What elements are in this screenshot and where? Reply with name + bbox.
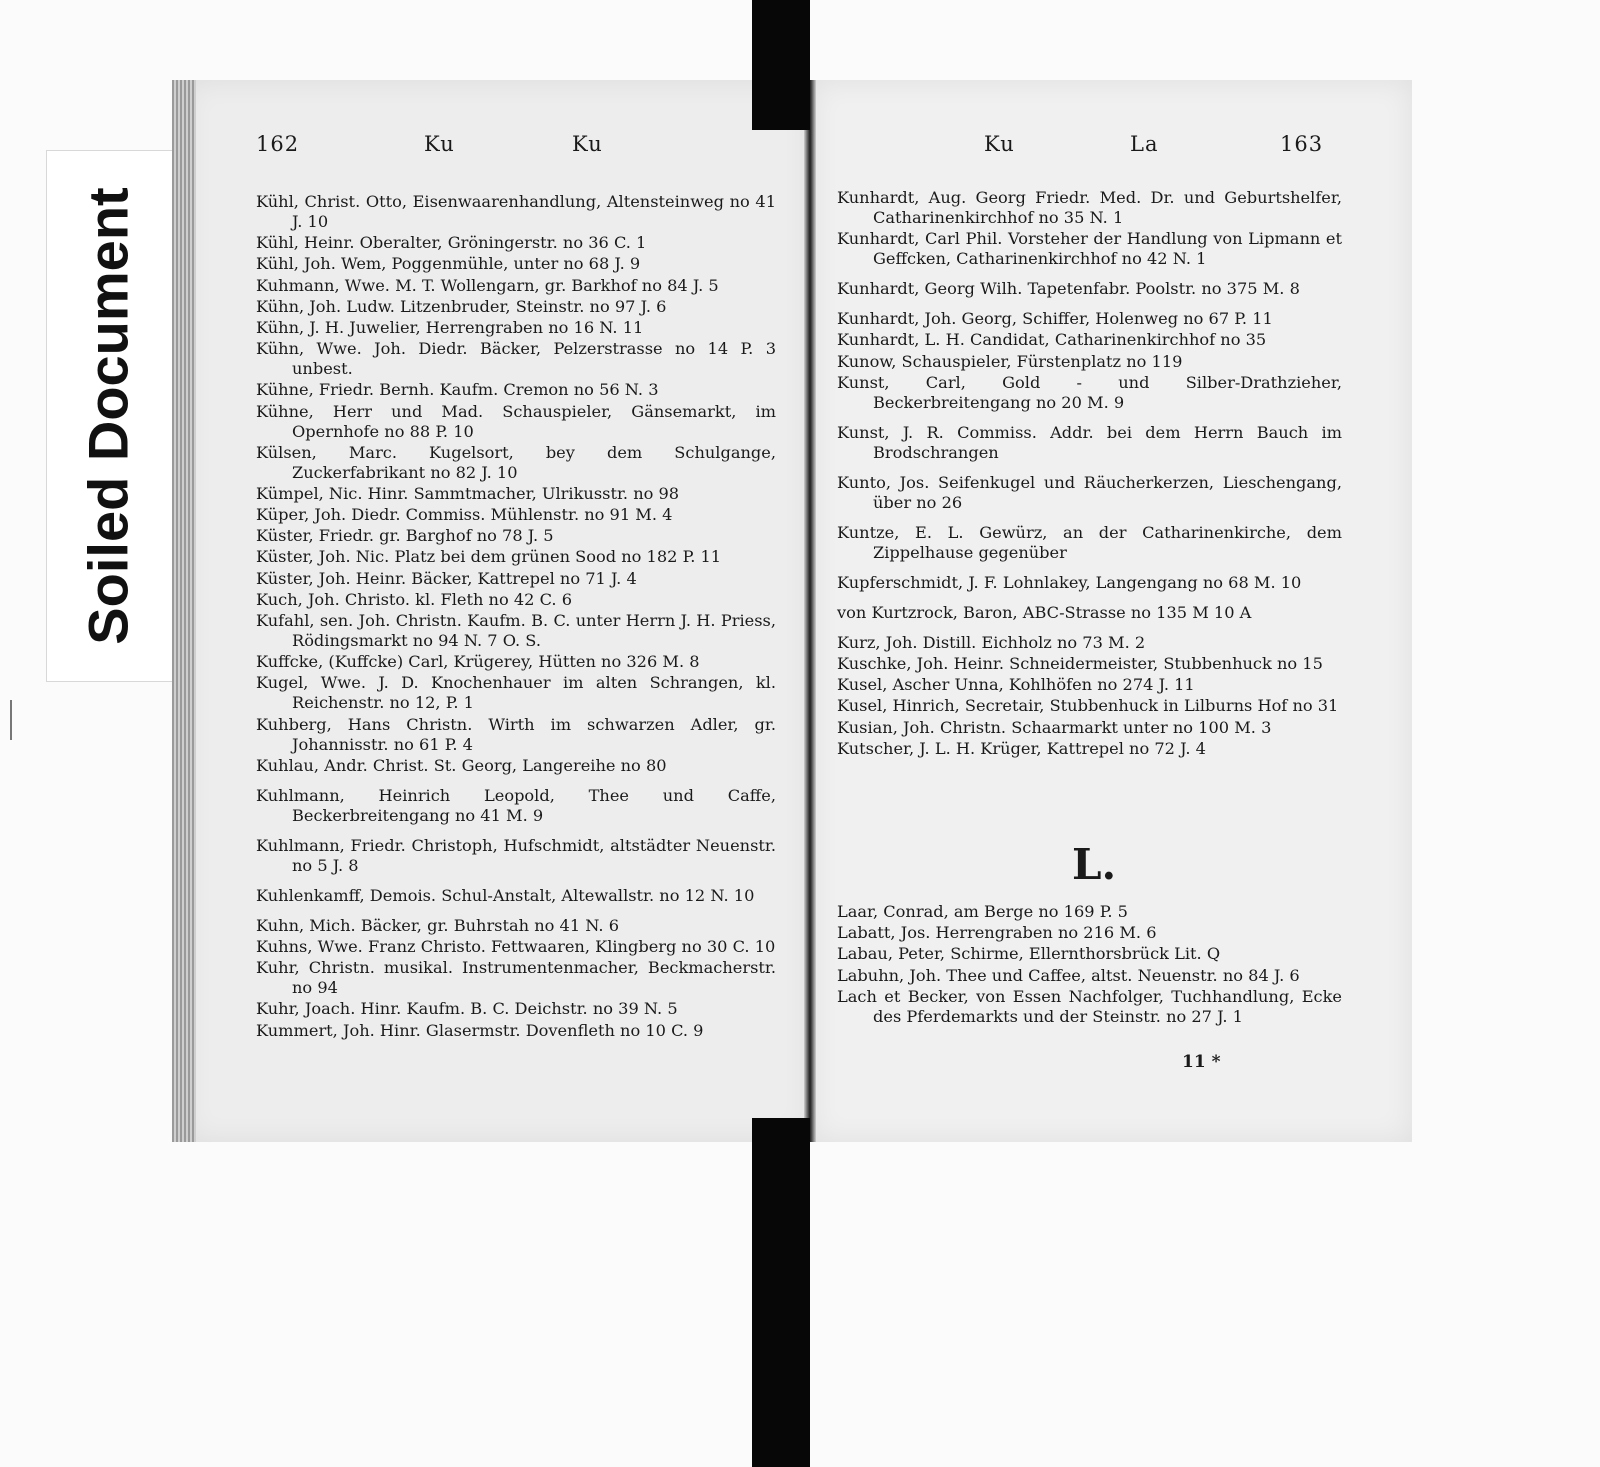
directory-entry: Kümpel, Nic. Hinr. Sammtmacher, Ulrikusstr. no 98 xyxy=(256,483,680,503)
directory-entry: Kunhardt, Carl Phil. Vorsteher der Handlung von Lipmann et Geffcken, Catharinenkirchhof no 42 N. 1 xyxy=(837,229,1342,269)
directory-entry: Kuhlmann, Heinrich Leopold, Thee und Caffe, Beckerbreitengang no 41 M. 9 xyxy=(256,785,776,825)
directory-entry: Kunow, Schauspieler, Fürstenplatz no 119 xyxy=(837,351,1183,371)
directory-entry: Kuffcke, (Kuffcke) Carl, Krügerey, Hütten no 326 M. 8 xyxy=(256,652,700,672)
running-head: Ku xyxy=(572,132,603,156)
directory-entry: Labatt, Jos. Herrengraben no 216 M. 6 xyxy=(837,923,1157,943)
directory-entry: Kunto, Jos. Seifenkugel und Räucherkerzen, Lieschengang, über no 26 xyxy=(837,472,1342,512)
directory-entry: Kummert, Joh. Hinr. Glasermstr. Dovenfleth no 10 C. 9 xyxy=(256,1020,704,1040)
directory-entry: Kühl, Christ. Otto, Eisenwaarenhandlung, Altensteinweg no 41 J. 10 xyxy=(256,192,776,231)
right-page xyxy=(812,80,1412,1142)
directory-entry: Kuhr, Joach. Hinr. Kaufm. B. C. Deichstr. no 39 N. 5 xyxy=(256,999,678,1019)
directory-entry: Küster, Joh. Heinr. Bäcker, Kattrepel no 71 J. 4 xyxy=(256,568,637,588)
directory-entry: Küster, Joh. Nic. Platz bei dem grünen Sood no 182 P. 11 xyxy=(256,547,722,567)
directory-entry: Labau, Peter, Schirme, Ellernthorsbrück Lit. Q xyxy=(837,944,1221,964)
directory-entry: Kühn, Joh. Ludw. Litzenbruder, Steinstr. no 97 J. 6 xyxy=(256,296,667,316)
directory-entry: Kuhr, Christn. musikal. Instrumentenmacher, Beckmacherstr. no 94 xyxy=(256,958,776,998)
directory-entry: Kühne, Herr und Mad. Schauspieler, Gänsemarkt, im Opernhofe no 88 P. 10 xyxy=(256,401,776,441)
stamp-label-text: Soiled Document xyxy=(76,187,140,645)
left-page xyxy=(172,80,810,1142)
directory-entry: Kuhlmann, Friedr. Christoph, Hufschmidt, altstädter Neuenstr. no 5 J. 8 xyxy=(256,835,776,875)
binding-strap-bottom xyxy=(752,1118,810,1467)
signature-mark: 11 * xyxy=(1182,1052,1221,1072)
directory-entry: Kuhmann, Wwe. M. T. Wollengarn, gr. Barkhof no 84 J. 5 xyxy=(256,275,719,295)
directory-entry: Kusian, Joh. Christn. Schaarmarkt unter no 100 M. 3 xyxy=(837,717,1272,737)
directory-entry: Kutscher, J. L. H. Krüger, Kattrepel no 72 J. 4 xyxy=(837,738,1206,758)
directory-entry: Kuhlenkamff, Demois. Schul-Anstalt, Altewallstr. no 12 N. 10 xyxy=(256,885,755,905)
directory-entry: Kuschke, Joh. Heinr. Schneidermeister, Stubbenhuck no 15 xyxy=(837,653,1323,673)
directory-entry: Kunst, Carl, Gold - und Silber-Drathzieher, Beckerbreitengang no 20 M. 9 xyxy=(837,372,1342,412)
book-gutter xyxy=(804,80,816,1142)
directory-entry: von Kurtzrock, Baron, ABC-Strasse no 135 M 10 A xyxy=(837,602,1252,622)
binding-strap-top xyxy=(752,0,810,130)
running-head: Ku xyxy=(424,132,455,156)
directory-entry: Laar, Conrad, am Berge no 169 P. 5 xyxy=(837,902,1128,921)
directory-entry: Külsen, Marc. Kugelsort, bey dem Schulgange, Zuckerfabrikant no 82 J. 10 xyxy=(256,442,776,482)
directory-entry: Kurz, Joh. Distill. Eichholz no 73 M. 2 xyxy=(837,632,1146,652)
directory-entry: Kunhardt, Aug. Georg Friedr. Med. Dr. und Geburtshelfer, Catharinenkirchhof no 35 N. 1 xyxy=(837,188,1342,227)
directory-entry: Kugel, Wwe. J. D. Knochenhauer im alten Schrangen, kl. Reichenstr. no 12, P. 1 xyxy=(256,673,776,713)
directory-entry: Labuhn, Joh. Thee und Caffee, altst. Neuenstr. no 84 J. 6 xyxy=(837,965,1300,985)
directory-entries xyxy=(256,192,776,1042)
directory-entries xyxy=(837,188,1342,760)
directory-entry: Kühn, Wwe. Joh. Diedr. Bäcker, Pelzerstrasse no 14 P. 3 unbest. xyxy=(256,339,776,379)
directory-entries-l xyxy=(837,902,1342,1028)
directory-entry: Kühne, Friedr. Bernh. Kaufm. Cremon no 56 N. 3 xyxy=(256,380,659,400)
directory-entry: Kupferschmidt, J. F. Lohnlakey, Langengang no 68 M. 10 xyxy=(837,572,1302,592)
directory-entry: Kufahl, sen. Joh. Christn. Kaufm. B. C. unter Herrn J. H. Priess, Rödingsmarkt no 94 N. 7 O. S. xyxy=(256,611,776,650)
directory-entry: Kunst, J. R. Commiss. Addr. bei dem Herrn Bauch im Brodschrangen xyxy=(837,422,1342,462)
running-head: La xyxy=(1130,132,1159,156)
directory-entry: Kühn, J. H. Juwelier, Herrengraben no 16 N. 11 xyxy=(256,317,644,337)
directory-entry: Kusel, Ascher Unna, Kohlhöfen no 274 J. 11 xyxy=(837,675,1195,695)
directory-entry: Kuntze, E. L. Gewürz, an der Catharinenkirche, dem Zippelhause gegenüber xyxy=(837,522,1342,562)
directory-entry: Küster, Friedr. gr. Barghof no 78 J. 5 xyxy=(256,526,554,546)
directory-entry: Kuhlau, Andr. Christ. St. Georg, Langereihe no 80 xyxy=(256,755,667,775)
page-number: 162 xyxy=(256,132,300,156)
open-book xyxy=(172,80,1412,1142)
directory-entry: Kuhberg, Hans Christn. Wirth im schwarzen Adler, gr. Johannisstr. no 61 P. 4 xyxy=(256,714,776,754)
directory-entry: Kunhardt, Joh. Georg, Schiffer, Holenweg no 67 P. 11 xyxy=(837,309,1273,329)
directory-entry: Kühl, Heinr. Oberalter, Gröningerstr. no 36 C. 1 xyxy=(256,233,647,253)
running-head: Ku xyxy=(984,132,1015,156)
directory-entry: Küper, Joh. Diedr. Commiss. Mühlenstr. no 91 M. 4 xyxy=(256,505,673,525)
section-letter: L. xyxy=(1072,840,1117,889)
directory-entry: Kunhardt, Georg Wilh. Tapetenfabr. Poolstr. no 375 M. 8 xyxy=(837,279,1300,299)
directory-entry: Kuch, Joh. Christo. kl. Fleth no 42 C. 6 xyxy=(256,589,572,609)
directory-entry: Kusel, Hinrich, Secretair, Stubbenhuck in Lilburns Hof no 31 xyxy=(837,696,1339,716)
directory-entry: Lach et Becker, von Essen Nachfolger, Tuchhandlung, Ecke des Pferdemarkts und der Steinstr. no 27 J. 1 xyxy=(837,986,1342,1026)
directory-entry: Kuhns, Wwe. Franz Christo. Fettwaaren, Klingberg no 30 C. 10 xyxy=(256,936,776,956)
directory-entry: Kuhn, Mich. Bäcker, gr. Buhrstah no 41 N. 6 xyxy=(256,915,619,935)
scan-edge-mark xyxy=(10,700,12,740)
page-number: 163 xyxy=(1280,132,1324,156)
directory-entry: Kühl, Joh. Wem, Poggenmühle, unter no 68 J. 9 xyxy=(256,254,641,274)
directory-entry: Kunhardt, L. H. Candidat, Catharinenkirchhof no 35 xyxy=(837,330,1267,350)
